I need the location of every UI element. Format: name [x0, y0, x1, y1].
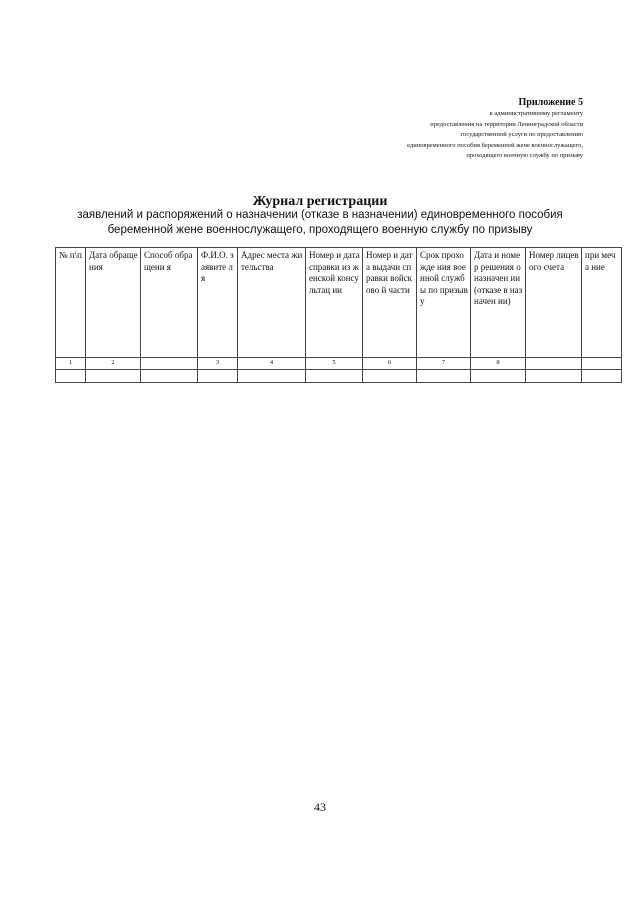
page-number: 43	[314, 800, 326, 814]
table-cell	[417, 370, 471, 383]
column-number: 3	[198, 358, 238, 370]
column-header: № п\п	[56, 248, 86, 358]
subtitle-line: заявлений и распоряжений о назначении (отказе в назначении) единовременного пособия	[77, 209, 563, 221]
column-number	[141, 358, 198, 370]
table-cell	[582, 370, 622, 383]
column-number: 4	[238, 358, 306, 370]
column-number: 6	[363, 358, 417, 370]
table-cell	[86, 370, 141, 383]
subtitle-line: беременной жене военнослужащего, проходящего военную службу по призыву	[107, 224, 533, 236]
column-number	[582, 358, 622, 370]
column-number: 2	[86, 358, 141, 370]
column-header: Номер и дата справки из женской консультац ии	[306, 248, 363, 358]
column-header: Адрес места жительства	[238, 248, 306, 358]
appendix-line: к административному регламенту	[489, 110, 583, 117]
column-header: Способ обращени я	[141, 248, 198, 358]
table-cell	[198, 370, 238, 383]
table-cell	[363, 370, 417, 383]
table-row	[56, 370, 622, 383]
appendix-line: предоставления на территории Ленинградской области	[430, 120, 583, 128]
column-header: Ф.И.О. заявите ля	[198, 248, 238, 358]
journal-title: Журнал регистрации	[252, 194, 388, 209]
column-header: Номер и дата выдачи справки войсково й части	[363, 248, 417, 358]
table-cell	[56, 370, 86, 383]
table-cell	[306, 370, 363, 383]
appendix-title: Приложение 5	[518, 97, 583, 108]
journal-subtitle	[60, 208, 580, 238]
column-number: 8	[471, 358, 526, 370]
table-header-row	[56, 248, 622, 358]
column-header: Дата и номер решения о назначен ии (отказе в назначен ии)	[471, 248, 526, 358]
column-header: при меча ние	[582, 248, 622, 358]
appendix-line: государственной услуги по предоставлению	[460, 131, 583, 139]
column-number	[526, 358, 582, 370]
table-cell	[526, 370, 582, 383]
column-number: 1	[56, 358, 86, 370]
column-number: 7	[417, 358, 471, 370]
appendix-block	[407, 96, 583, 162]
column-header: Срок прохожде ния военной службы по призыву	[417, 248, 471, 358]
table-cell	[471, 370, 526, 383]
column-header: Номер лицевого счета	[526, 248, 582, 358]
appendix-line: единовременного пособия беременной жене военнослужащего,	[407, 141, 583, 149]
column-number: 5	[306, 358, 363, 370]
appendix-line: проходящего военную службу по призыву	[466, 152, 583, 160]
table-cell	[238, 370, 306, 383]
column-number-row	[56, 358, 622, 370]
column-header: Дата обраще ния	[86, 248, 141, 358]
registration-table	[55, 247, 622, 383]
table-cell	[141, 370, 198, 383]
